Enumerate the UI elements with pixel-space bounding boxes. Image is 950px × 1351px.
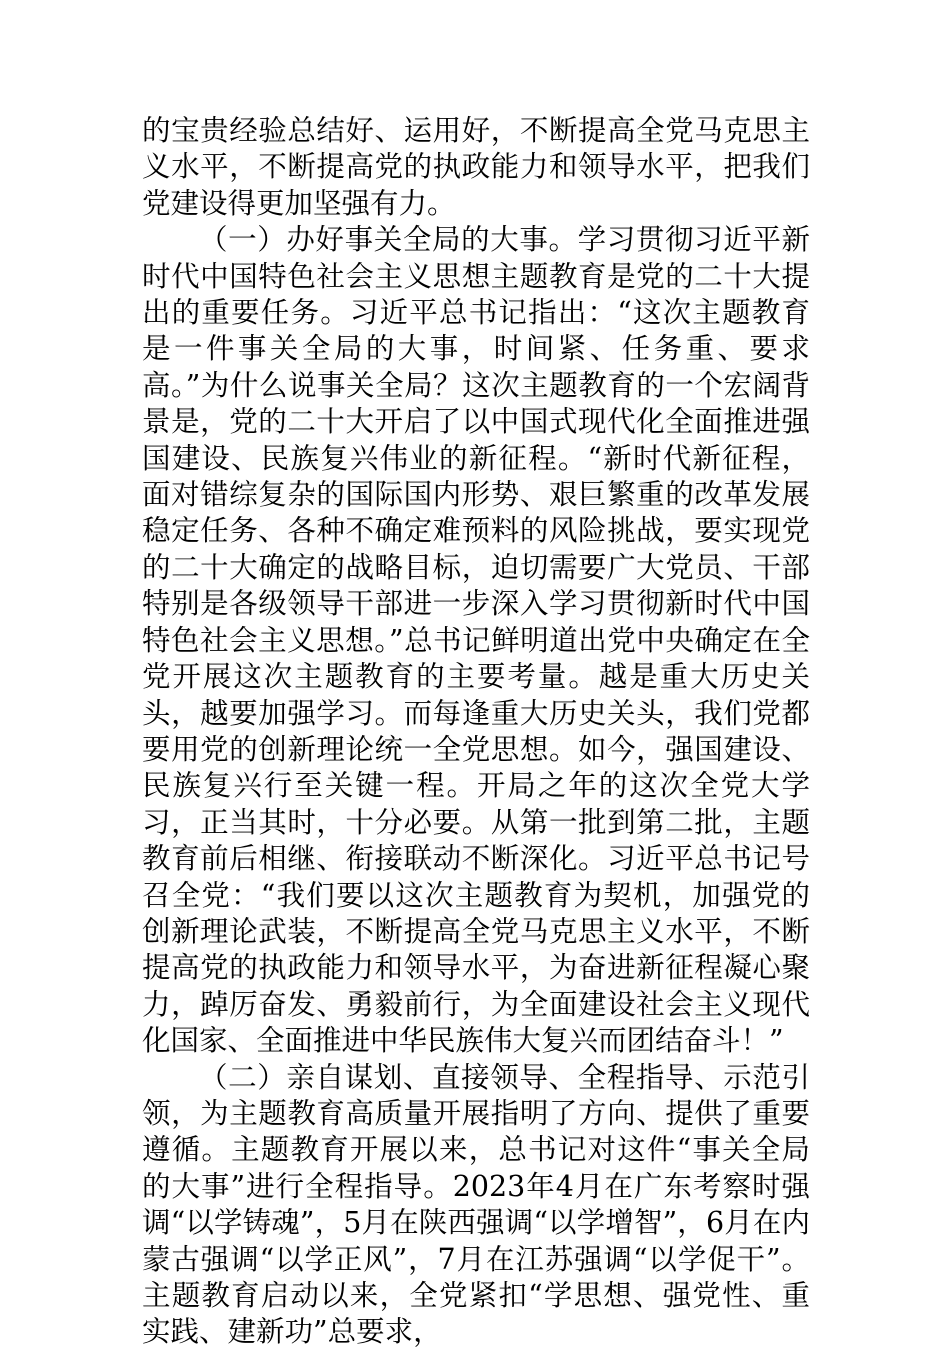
document-body [142,113,810,1351]
paragraph-continuation: 的宝贵经验总结好、运用好，不断提高全党马克思主义水平，不断提高党的执政能力和领导水平，把我们党建设得更加坚强有力。 [142,114,810,220]
paragraph-section-two: （二）亲自谋划、直接领导、全程指导、示范引领，为主题教育高质量开展指明了方向、提供了重要遵循。主题教育开展以来，总书记对这件“事关全局的大事”进行全程指导。2023年4月在广东考察时强调“以学铸魂”，5月在陕西强调“以学增智”，6月在内蒙古强调“以学正风”，7月在江苏强调“以学促干”。主题教育启动以来，全党紧扣“学思想、强党性、重实践、建新功”总要求， [142,1060,810,1349]
paragraph-section-one: （一）办好事关全局的大事。学习贯彻习近平新时代中国特色社会主义思想主题教育是党的二十大提出的重要任务。习近平总书记指出：“这次主题教育是一件事关全局的大事，时间紧、任务重、要求高。”为什么说事关全局？这次主题教育的一个宏阔背景是，党的二十大开启了以中国式现代化全面推进强国建设、民族复兴伟业的新征程。“新时代新征程，面对错综复杂的国际国内形势、艰巨繁重的改革发展稳定任务、各种不确定难预料的风险挑战，要实现党的二十大确定的战略目标，迫切需要广大党员、干部特别是各级领导干部进一步深入学习贯彻新时代中国特色社会主义思想。”总书记鲜明道出党中央确定在全党开展这次主题教育的主要考量。越是重大历史关头，越要加强学习。而每逢重大历史关头，我们党都要用党的创新理论统一全党思想。如今，强国建设、民族复兴行至关键一程。开局之年的这次全党大学习，正当其时，十分必要。从第一批到第二批，主题教育前后相继、衔接联动不断深化。习近平总书记号召全党：“我们要以这次主题教育为契机，加强党的创新理论武装，不断提高全党马克思主义水平，不断提高党的执政能力和领导水平，为奋进新征程凝心聚力，踔厉奋发、勇毅前行，为全面建设社会主义现代化国家、全面推进中华民族伟大复兴而团结奋斗！” [142,223,810,1058]
